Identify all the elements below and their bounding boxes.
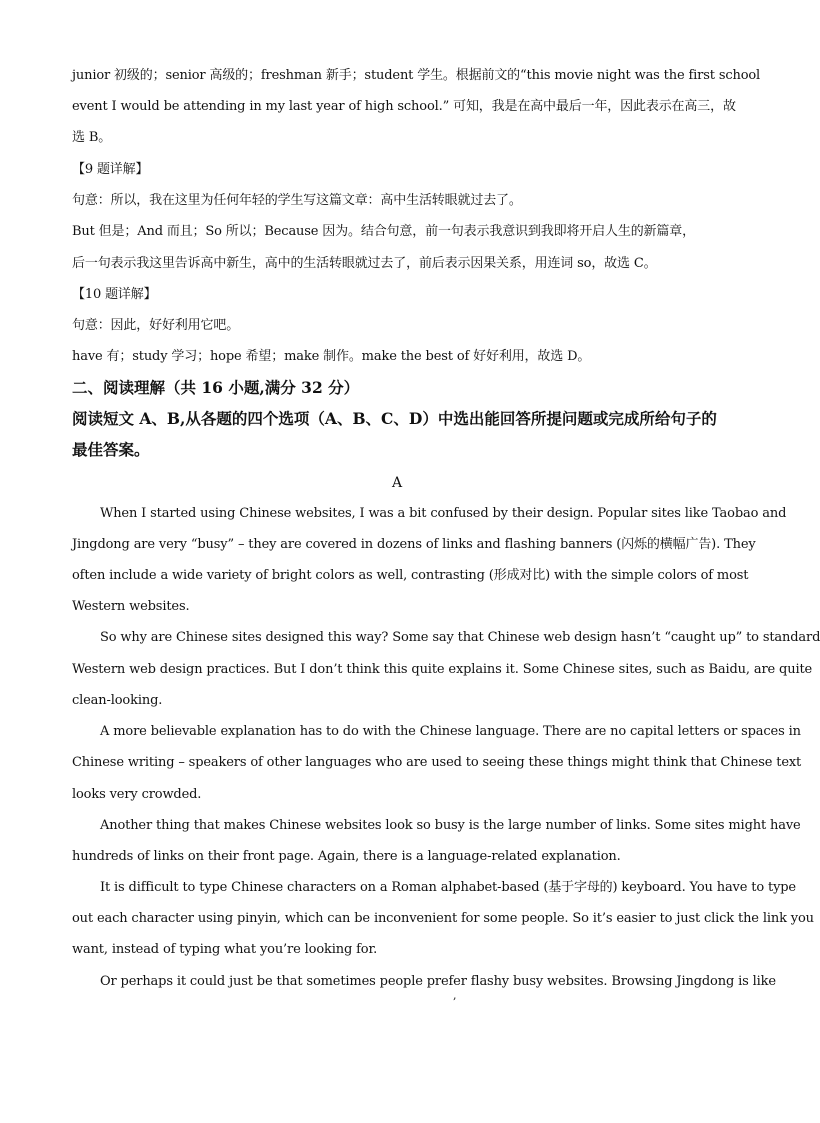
passage-p4-line-2: hundreds of links on their front page. Again, there is a language-related explanation. [72, 849, 621, 864]
answer-q9-line-2: But 但是；And 而且；So 所以；Because 因为。结合句意，前一句表示我意识到我即将开启人生的新篇章， [72, 224, 695, 239]
passage-p6-comma: , [453, 989, 457, 1002]
answer-q9-line-1: 句意：所以，我在这里为任何年轻的学生写这篇文章：高中生活转眼就过去了。 [72, 193, 522, 208]
answer-q8-line-3: 选 B。 [72, 130, 112, 145]
section-instruction-line-1: 阅读短文 A、B,从各题的四个选项（A、B、C、D）中选出能回答所提问题或完成所给句子的 [72, 409, 717, 428]
passage-label: A [392, 475, 402, 491]
section-instruction-line-2: 最佳答案。 [72, 440, 150, 459]
passage-p5-line-1: It is difficult to type Chinese characters on a Roman alphabet-based (基于字母的) keyboard. You have to type [100, 880, 796, 895]
passage-p1-line-3: often include a wide variety of bright colors as well, contrasting (形成对比) with the simple colors of most [72, 568, 749, 583]
passage-p3-line-3: looks very crowded. [72, 787, 202, 802]
passage-p6-line-1: Or perhaps it could just be that sometimes people prefer flashy busy websites. Browsing Jingdong is like [100, 974, 776, 989]
q9-heading: 【9 题详解】 [72, 162, 149, 177]
passage-p2-line-1: So why are Chinese sites designed this way? Some say that Chinese web design hasn’t “caught up” to standard [100, 630, 820, 645]
passage-p1-line-1: When I started using Chinese websites, I was a bit confused by their design. Popular sites like Taobao and [100, 506, 787, 521]
passage-p2-line-3: clean-looking. [72, 693, 163, 708]
passage-p3-line-1: A more believable explanation has to do with the Chinese language. There are no capital letters or spaces in [100, 724, 801, 739]
answer-q8-line-2: event I would be attending in my last year of high school.” 可知，我是在高中最后一年，因此表示在高三，故 [72, 99, 736, 114]
passage-p4-line-1: Another thing that makes Chinese websites look so busy is the large number of links. Some sites might have [100, 818, 801, 833]
passage-p2-line-2: Western web design practices. But I don’t think this quite explains it. Some Chinese sites, such as Baidu, are quite [72, 662, 813, 677]
answer-q10-line-1: 句意：因此，好好利用它吧。 [72, 318, 240, 333]
passage-p3-line-2: Chinese writing – speakers of other languages who are used to seeing these things might think that Chinese text [72, 755, 802, 770]
passage-p5-line-2: out each character using pinyin, which can be inconvenient for some people. So it’s easier to just click the link you [72, 911, 814, 926]
answer-q10-line-2: have 有；study 学习；hope 希望；make 制作。make the best of 好好利用，故选 D。 [72, 349, 591, 364]
passage-p1-line-4: Western websites. [72, 599, 190, 614]
answer-q8-line-1: junior 初级的；senior 高级的；freshman 新手；student 学生。根据前文的“this movie night was the first school [72, 68, 761, 83]
q10-heading: 【10 题详解】 [72, 287, 157, 302]
answer-q9-line-3: 后一句表示我这里告诉高中新生，高中的生活转眼就过去了，前后表示因果关系，用连词 so，故选 C。 [72, 256, 657, 271]
section-title: 二、阅读理解（共 16 小题,满分 32 分） [72, 378, 360, 397]
passage-p1-line-2: Jingdong are very “busy” – they are covered in dozens of links and flashing banners (闪烁的横幅广告). They [72, 537, 756, 552]
passage-p5-line-3: want, instead of typing what you’re looking for. [72, 942, 378, 957]
